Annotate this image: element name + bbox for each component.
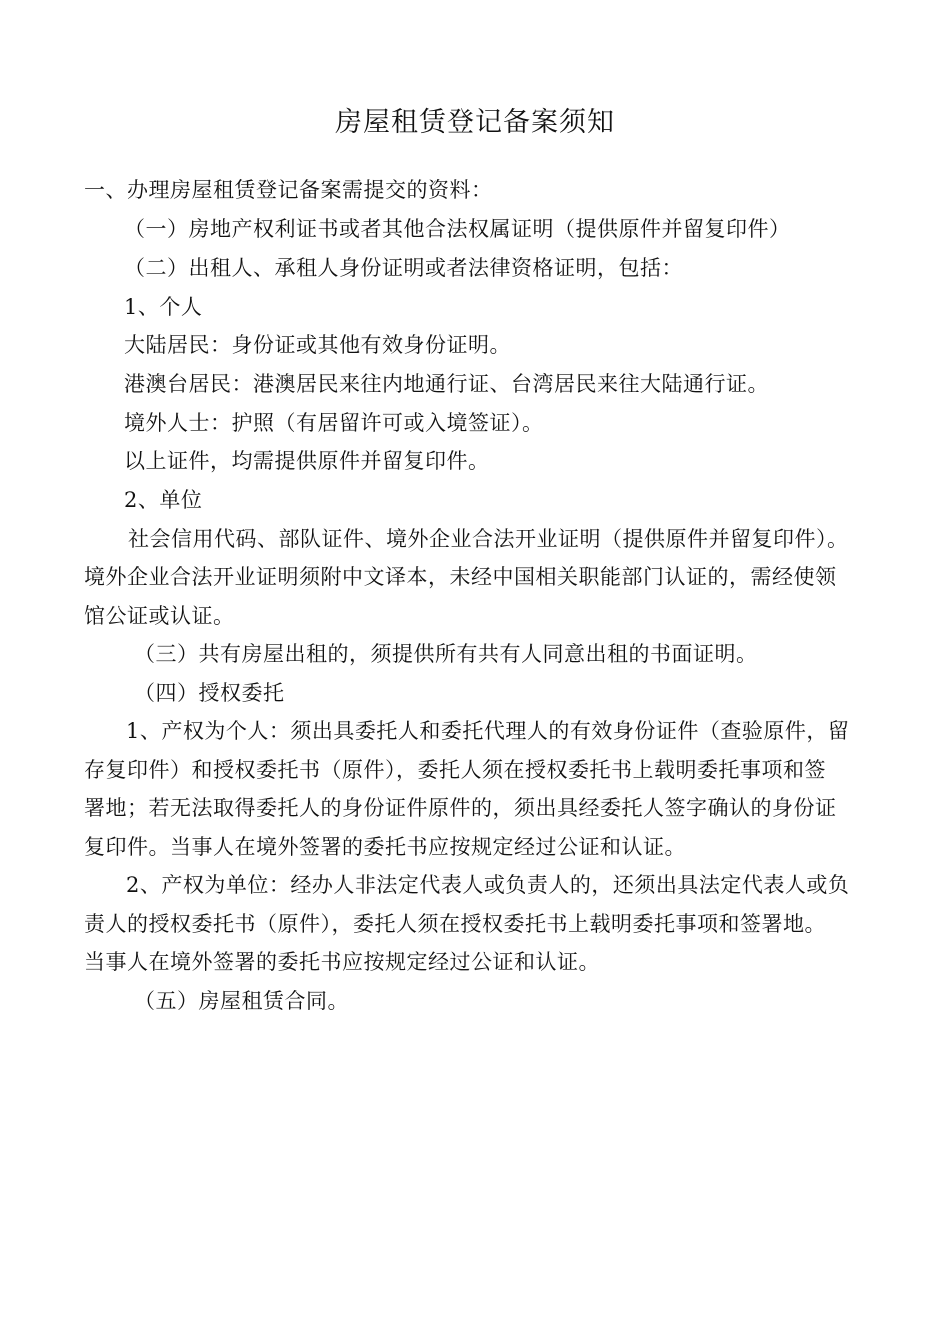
text-auth-organization-3: 当事人在境外签署的委托书应按规定经过公证和认证。: [84, 950, 600, 974]
text-auth-individual-4: 复印件。当事人在境外签署的委托书应按规定经过公证和认证。: [84, 835, 686, 859]
text-overseas-persons: 境外人士：护照（有居留许可或入境签证）。: [124, 411, 544, 435]
subheading-individual: 1、个人: [124, 295, 203, 319]
text-originals-note: 以上证件，均需提供原件并留复印件。: [124, 449, 490, 473]
item-lease-contract: （五）房屋租赁合同。: [134, 989, 349, 1013]
text-hk-macao-taiwan: 港澳台居民：港澳居民来往内地通行证、台湾居民来往大陆通行证。: [124, 372, 769, 396]
text-org-documents: 社会信用代码、部队证件、境外企业合法开业证明（提供原件并留复印件）。: [128, 527, 849, 551]
section-heading-materials: 一、办理房屋租赁登记备案需提交的资料：: [84, 178, 493, 202]
text-foreign-enterprise-cont: 馆公证或认证。: [84, 604, 235, 628]
text-auth-individual-2: 存复印件）和授权委托书（原件），委托人须在授权委托书上载明委托事项和签: [84, 758, 826, 782]
text-mainland-residents: 大陆居民：身份证或其他有效身份证明。: [124, 333, 511, 357]
item-identity-proof: （二）出租人、承租人身份证明或者法律资格证明，包括：: [124, 256, 683, 280]
item-co-owned-property: （三）共有房屋出租的，须提供所有共有人同意出租的书面证明。: [134, 642, 758, 666]
document-title: 房屋租赁登记备案须知: [335, 107, 615, 138]
item-authorization: （四）授权委托: [134, 681, 285, 705]
text-auth-organization-2: 责人的授权委托书（原件），委托人须在授权委托书上载明委托事项和签署地。: [84, 912, 826, 936]
text-foreign-enterprise: 境外企业合法开业证明须附中文译本，未经中国相关职能部门认证的，需经使领: [84, 565, 837, 589]
text-auth-individual-3: 署地；若无法取得委托人的身份证件原件的，须出具经委托人签字确认的身份证: [84, 796, 837, 820]
item-property-certificate: （一）房地产权利证书或者其他合法权属证明（提供原件并留复印件）: [124, 217, 791, 241]
text-auth-individual-1: 1、产权为个人：须出具委托人和委托代理人的有效身份证件（查验原件，留: [126, 719, 850, 743]
subheading-organization: 2、单位: [124, 488, 203, 512]
text-auth-organization-1: 2、产权为单位：经办人非法定代表人或负责人的，还须出具法定代表人或负: [126, 873, 850, 897]
